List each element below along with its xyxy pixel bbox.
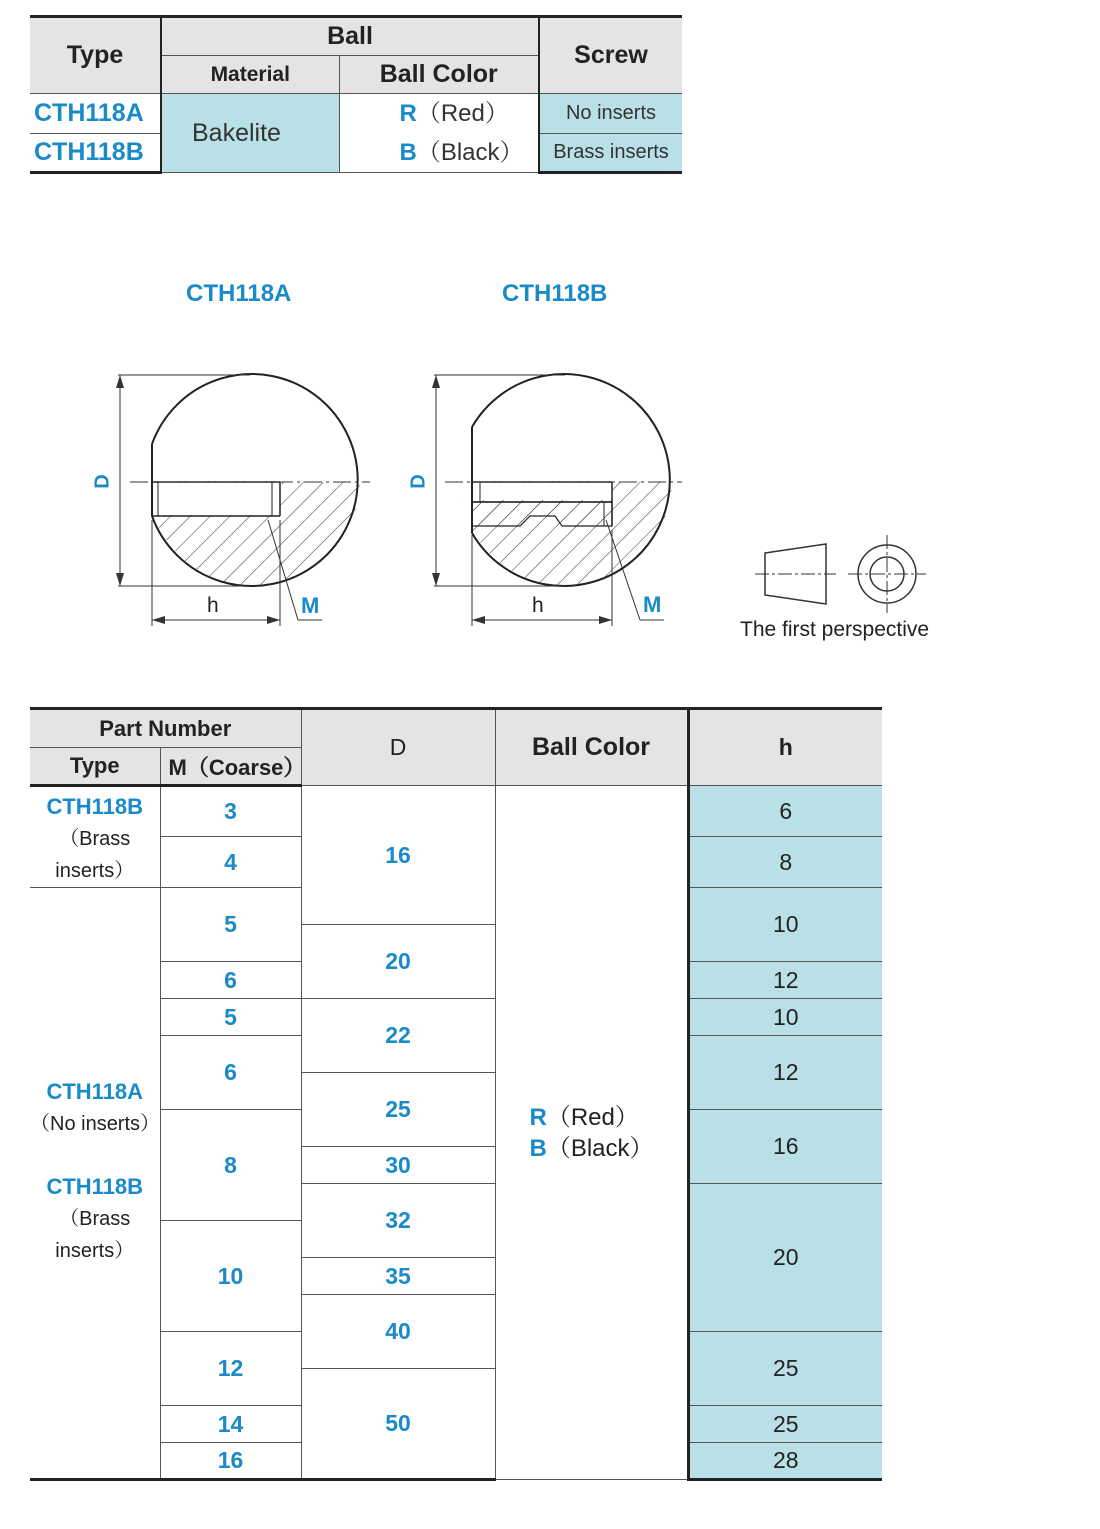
type-code: CTH118B bbox=[46, 794, 144, 819]
spec-type-cell: CTH118B bbox=[30, 134, 161, 173]
spec-ball-header: Ball bbox=[161, 17, 539, 56]
color-code-b: B bbox=[399, 139, 417, 166]
drawing-title-right: CTH118B bbox=[502, 280, 608, 307]
drawing-title-left: CTH118A bbox=[186, 280, 292, 307]
d-value: 20 bbox=[301, 925, 495, 999]
type-desc: （Brass inserts） bbox=[55, 828, 135, 882]
spec-ball-color-cell bbox=[339, 94, 539, 173]
d-value: 22 bbox=[301, 999, 495, 1073]
m-value: 8 bbox=[160, 1110, 301, 1221]
m-value: 5 bbox=[160, 999, 301, 1036]
type-header: Type bbox=[30, 748, 160, 786]
color-name-red: （Red） bbox=[546, 1103, 639, 1131]
h-value: 12 bbox=[688, 962, 882, 999]
m-value: 3 bbox=[160, 786, 301, 837]
m-value: 14 bbox=[160, 1406, 301, 1443]
dim-label-d-right: D bbox=[407, 474, 430, 489]
type-group bbox=[30, 786, 160, 888]
technical-drawings bbox=[0, 330, 1100, 660]
dim-label-m-left: M bbox=[301, 593, 320, 618]
d-value: 16 bbox=[301, 786, 495, 925]
color-code-b: B bbox=[529, 1134, 547, 1162]
dimension-table bbox=[30, 707, 882, 1481]
color-name-red: （Red） bbox=[416, 100, 509, 127]
d-header: D bbox=[301, 709, 495, 786]
dim-label-h-right: h bbox=[532, 594, 544, 617]
m-value: 16 bbox=[160, 1443, 301, 1480]
m-value: 6 bbox=[160, 1036, 301, 1110]
dim-label-m-right: M bbox=[643, 592, 662, 617]
type-desc: （Brass inserts） bbox=[55, 1208, 135, 1262]
type-code: CTH118A bbox=[46, 1079, 144, 1104]
h-value: 10 bbox=[688, 888, 882, 962]
d-value: 50 bbox=[301, 1369, 495, 1480]
m-value: 4 bbox=[160, 837, 301, 888]
h-value: 25 bbox=[688, 1406, 882, 1443]
h-value: 16 bbox=[688, 1110, 882, 1184]
spec-screw-cell: Brass inserts bbox=[539, 134, 682, 173]
m-value: 5 bbox=[160, 888, 301, 962]
ball-color-header: Ball Color bbox=[495, 709, 688, 786]
h-value: 20 bbox=[688, 1184, 882, 1332]
h-value: 8 bbox=[688, 837, 882, 888]
h-value: 12 bbox=[688, 1036, 882, 1110]
type-desc: （No inserts） bbox=[30, 1113, 161, 1135]
spec-screw-cell: No inserts bbox=[539, 94, 682, 134]
color-code-r: R bbox=[399, 100, 417, 127]
type-code: CTH118B bbox=[46, 1174, 144, 1199]
m-header: M（Coarse） bbox=[160, 748, 301, 786]
d-value: 40 bbox=[301, 1295, 495, 1369]
d-value: 25 bbox=[301, 1073, 495, 1147]
m-value: 10 bbox=[160, 1221, 301, 1332]
h-value: 6 bbox=[688, 786, 882, 837]
m-value: 12 bbox=[160, 1332, 301, 1406]
perspective-label: The first perspective bbox=[740, 618, 930, 641]
h-value: 25 bbox=[688, 1332, 882, 1406]
color-name-black: （Black） bbox=[546, 1134, 654, 1162]
ball-drawing-left bbox=[116, 360, 370, 626]
first-angle-projection-symbol bbox=[755, 535, 926, 613]
part-number-header: Part Number bbox=[30, 709, 301, 748]
spec-type-header: Type bbox=[30, 17, 161, 94]
ball-color-cell bbox=[495, 786, 688, 1480]
type-group bbox=[30, 888, 160, 1480]
dim-label-d-left: D bbox=[91, 474, 114, 489]
spec-ball-color-header: Ball Color bbox=[339, 56, 539, 94]
spec-material-header: Material bbox=[161, 56, 339, 94]
d-value: 35 bbox=[301, 1258, 495, 1295]
d-value: 32 bbox=[301, 1184, 495, 1258]
spec-material-cell: Bakelite bbox=[161, 94, 339, 173]
color-name-black: （Black） bbox=[416, 139, 524, 166]
ball-drawing-right bbox=[432, 360, 682, 626]
m-value: 6 bbox=[160, 962, 301, 999]
h-header: h bbox=[688, 709, 882, 786]
d-value: 30 bbox=[301, 1147, 495, 1184]
color-code-r: R bbox=[529, 1103, 547, 1131]
dim-label-h-left: h bbox=[207, 594, 219, 617]
spec-screw-header: Screw bbox=[539, 17, 682, 94]
spec-type-cell: CTH118A bbox=[30, 94, 161, 134]
spec-table bbox=[30, 15, 682, 174]
h-value: 28 bbox=[688, 1443, 882, 1480]
h-value: 10 bbox=[688, 999, 882, 1036]
